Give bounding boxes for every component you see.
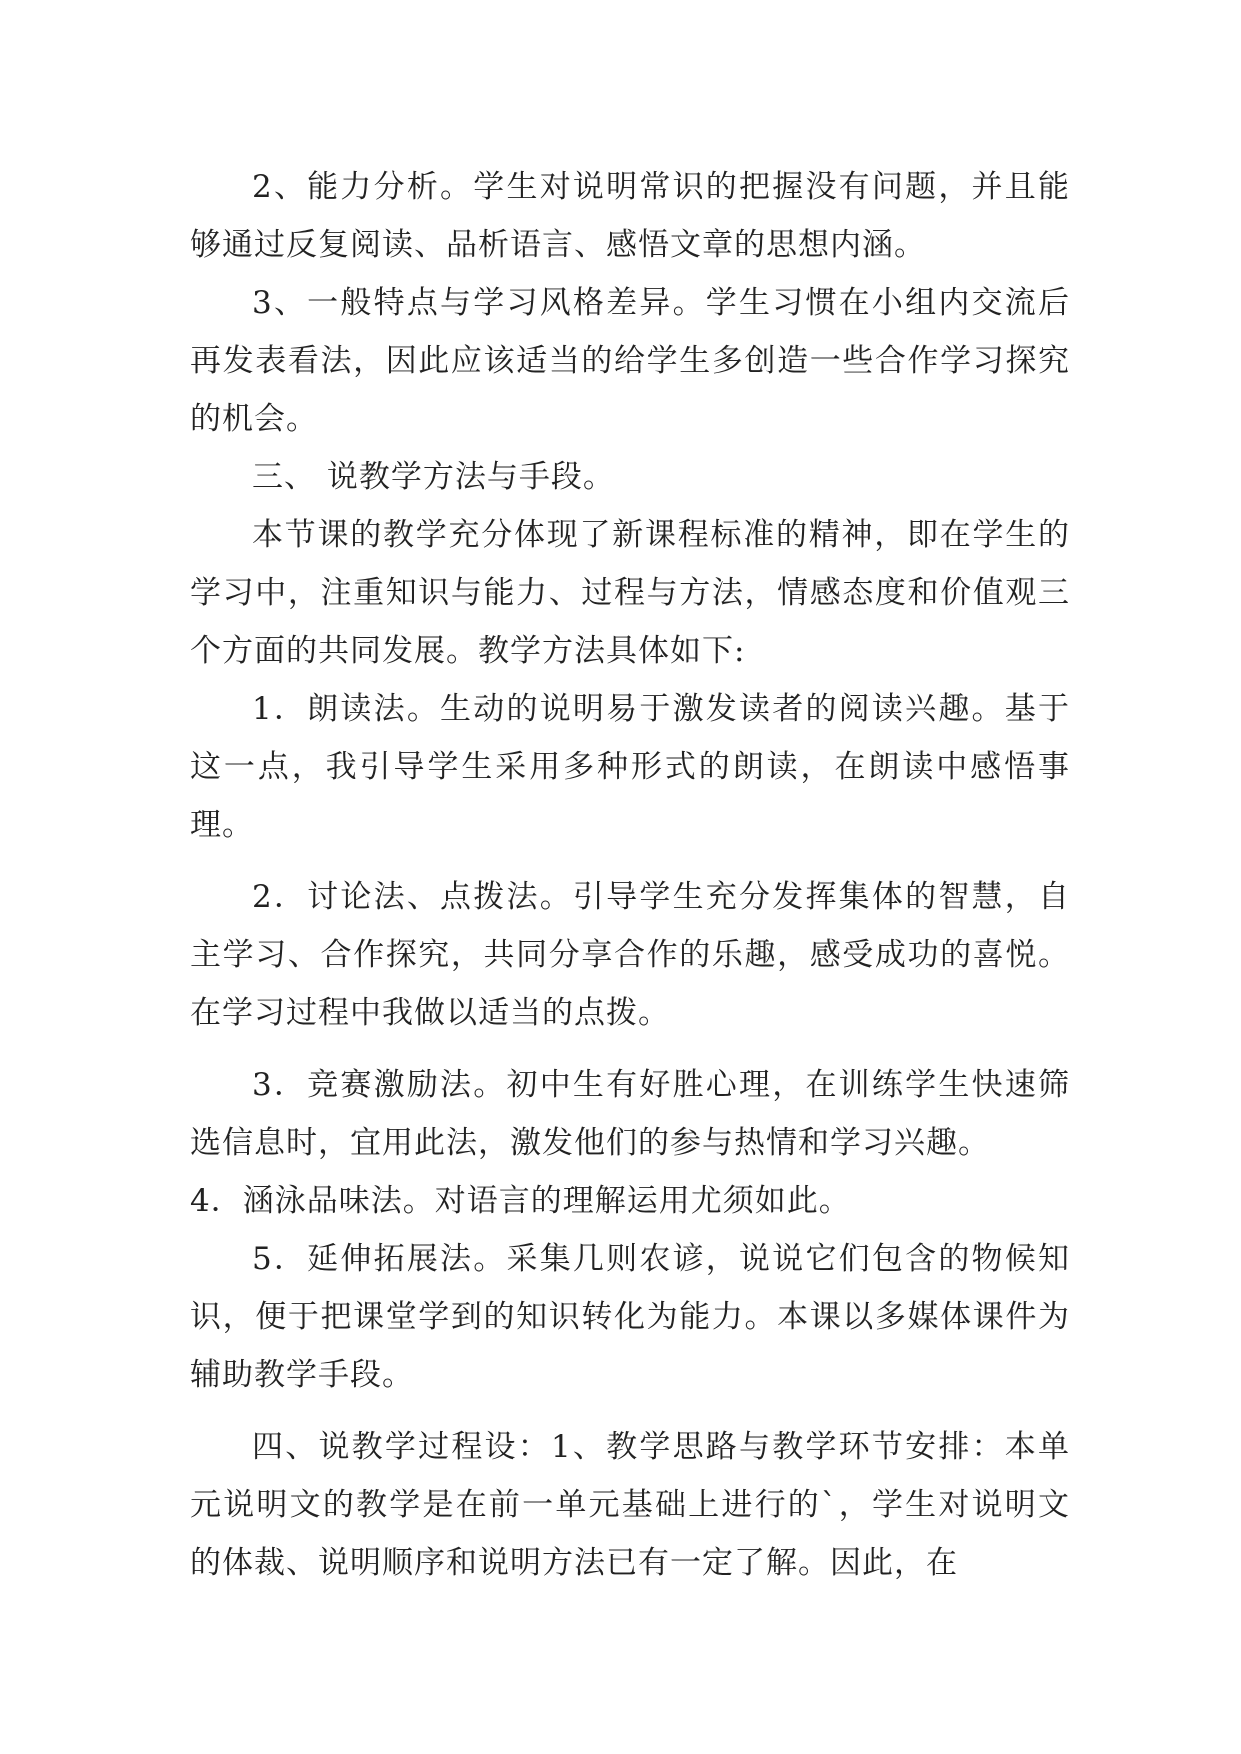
paragraph-method-discussion: 2．讨论法、点拨法。引导学生充分发挥集体的智慧，自主学习、合作探究，共同分享合作的乐趣，感受成功的喜悦。在学习过程中我做以适当的点拨。 [190, 879, 1070, 1031]
paragraph-method-extension: 5．延伸拓展法。采集几则农谚，说说它们包含的物候知识，便于把课堂学到的知识转化为能力。本课以多媒体课件为辅助教学手段。 [190, 1241, 1070, 1393]
document-body [190, 158, 1070, 1592]
section-heading-methods: 三、 说教学方法与手段。 [252, 459, 615, 495]
paragraph-method-savoring: 4．涵泳品味法。对语言的理解运用尤须如此。 [190, 1183, 851, 1219]
paragraph-ability-analysis: 2、能力分析。学生对说明常识的把握没有问题，并且能够通过反复阅读、品析语言、感悟文章的思想内涵。 [190, 169, 1070, 263]
paragraph-method-competition: 3．竞赛激励法。初中生有好胜心理，在训练学生快速筛选信息时，宜用此法，激发他们的参与热情和学习兴趣。 [190, 1067, 1070, 1161]
paragraph-learning-style: 3、一般特点与学习风格差异。学生习惯在小组内交流后再发表看法，因此应该适当的给学生多创造一些合作学习探究的机会。 [190, 285, 1070, 437]
paragraph-teaching-process: 四、说教学过程设：1、教学思路与教学环节安排：本单元说明文的教学是在前一单元基础上进行的`，学生对说明文的体裁、说明顺序和说明方法已有一定了解。因此，在 [190, 1429, 1070, 1581]
paragraph-methods-intro: 本节课的教学充分体现了新课程标准的精神，即在学生的学习中，注重知识与能力、过程与方法，情感态度和价值观三个方面的共同发展。教学方法具体如下: [190, 517, 1070, 669]
paragraph-method-reading: 1．朗读法。生动的说明易于激发读者的阅读兴趣。基于这一点，我引导学生采用多种形式的朗读，在朗读中感悟事理。 [190, 691, 1070, 843]
